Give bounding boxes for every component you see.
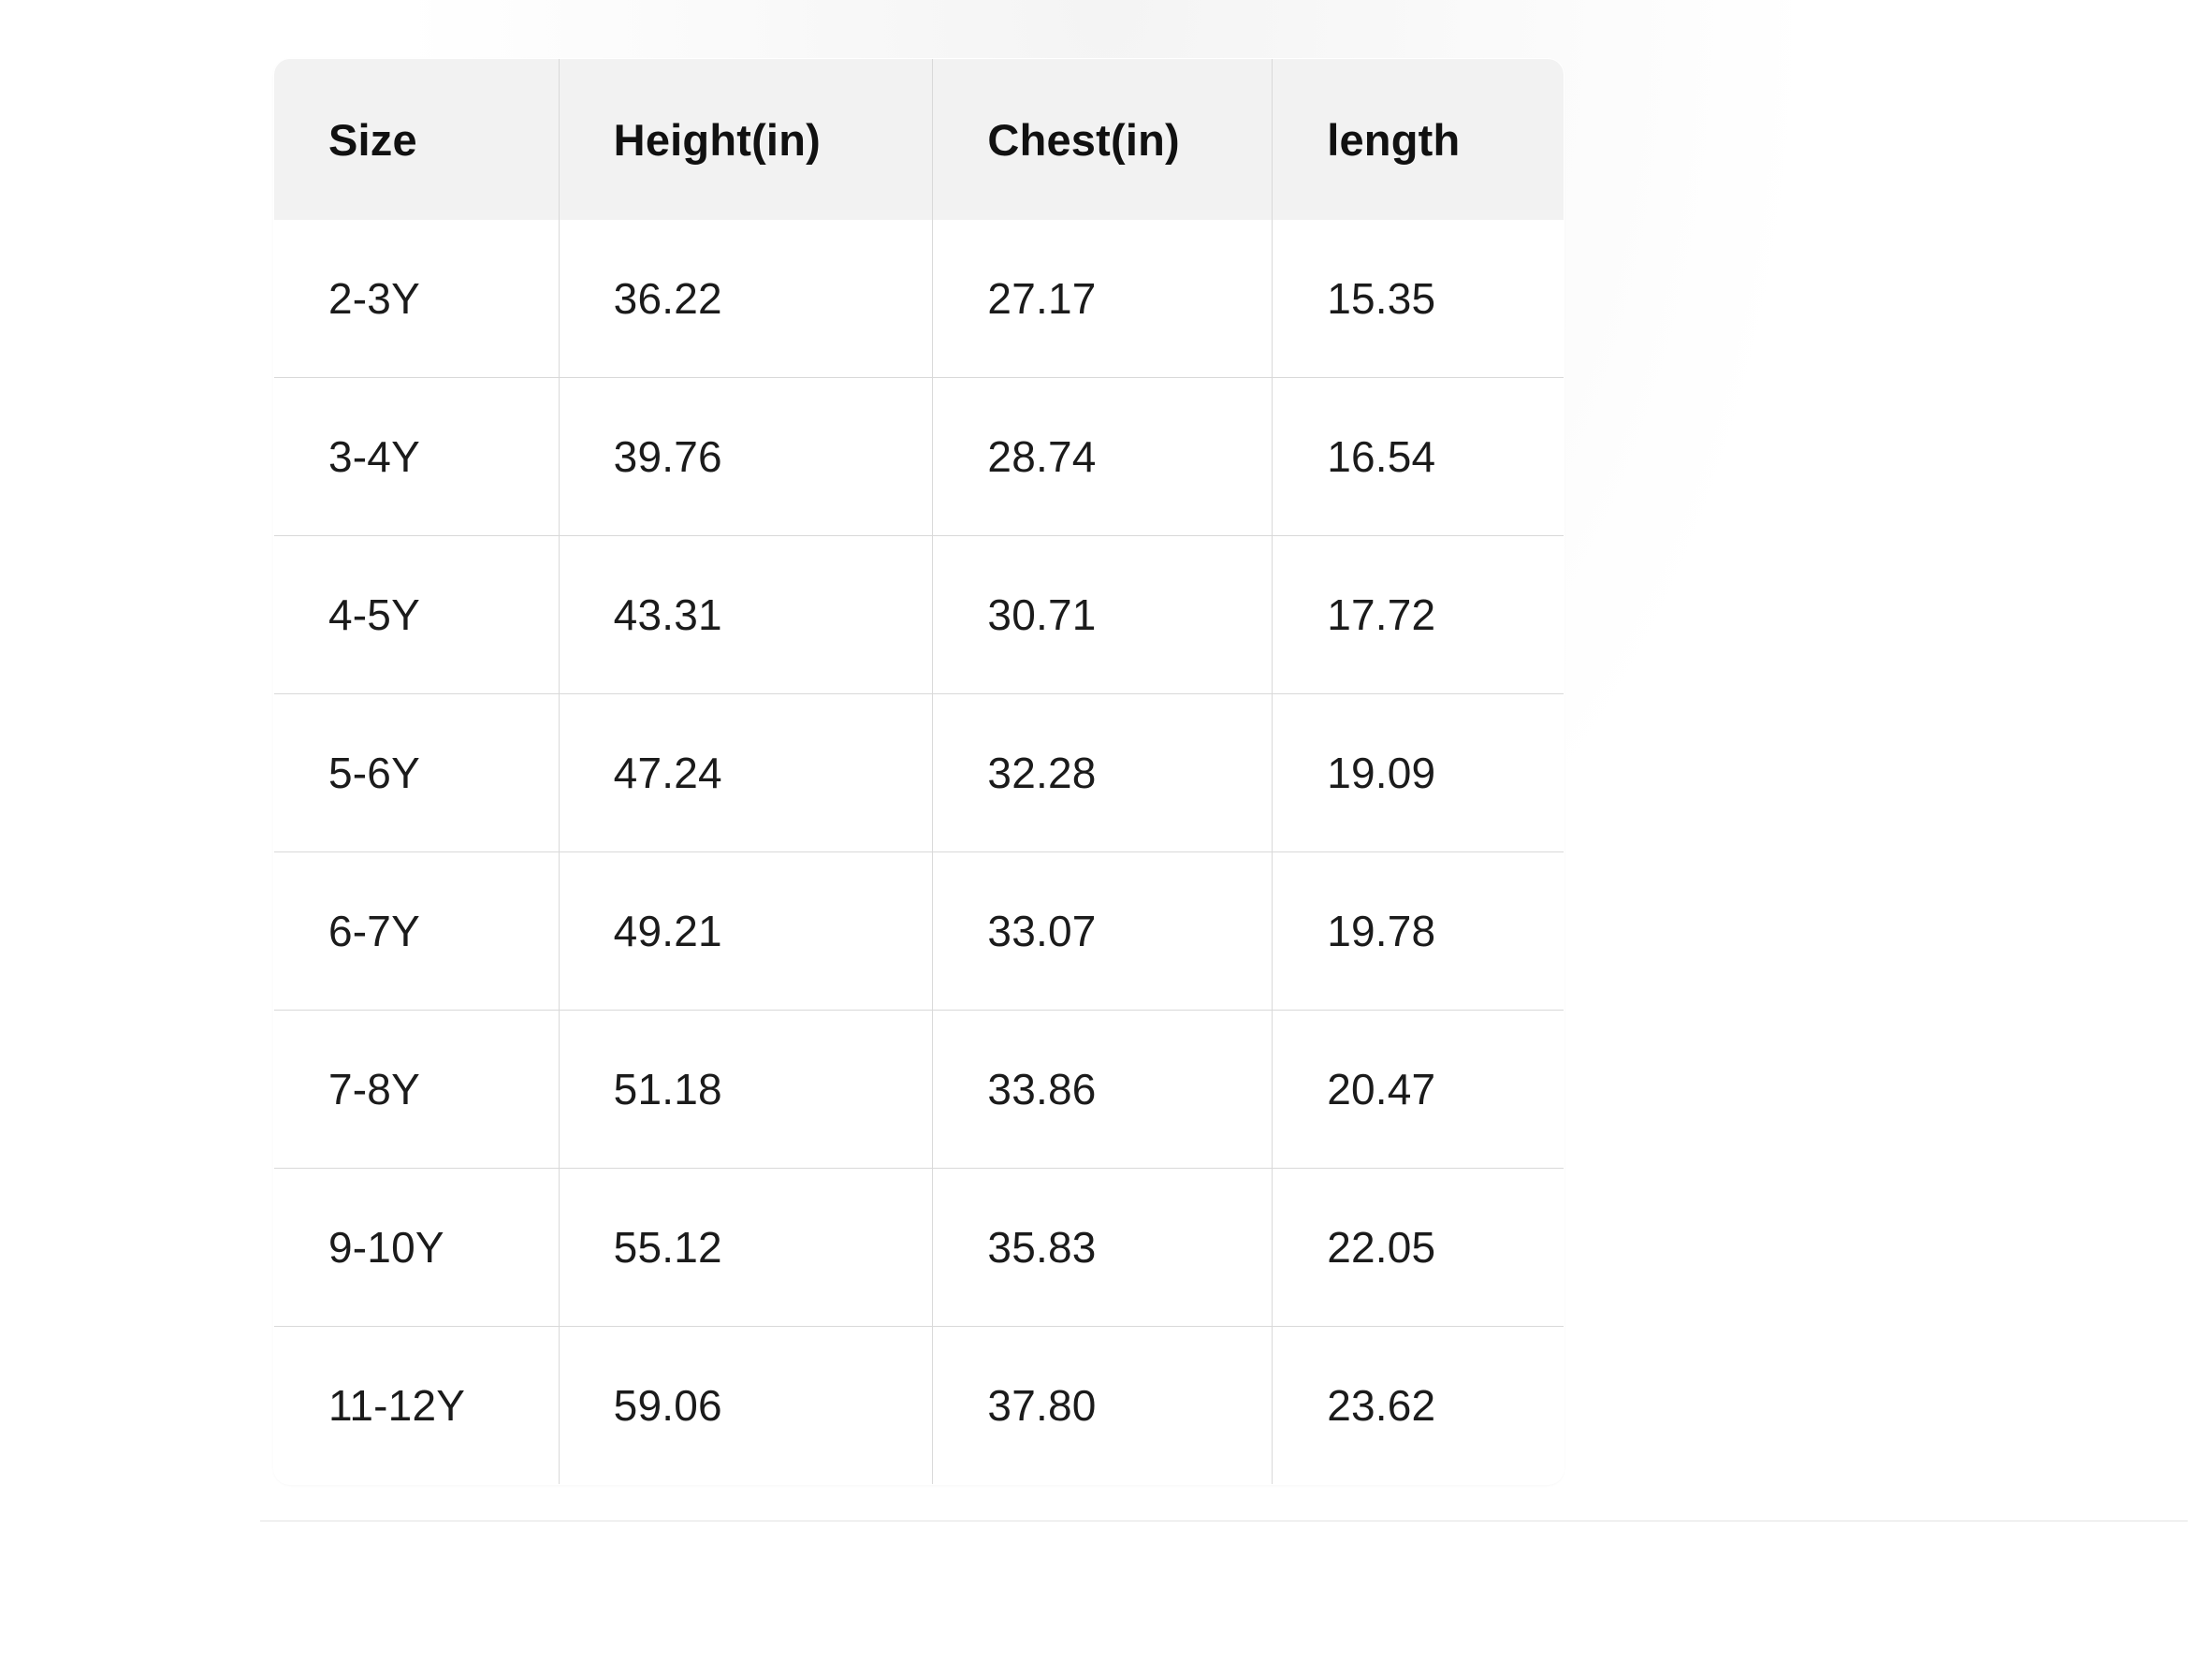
table-row [274,1169,1564,1327]
cell-height: 51.18 [559,1011,933,1169]
cell-size: 7-8Y [274,1011,560,1169]
cell-size: 4-5Y [274,536,560,694]
size-chart-table [273,58,1564,1485]
cell-chest: 30.71 [933,536,1273,694]
cell-height: 59.06 [559,1327,933,1485]
cell-length: 19.09 [1273,694,1564,852]
cell-length: 19.78 [1273,852,1564,1011]
table-body [274,220,1564,1485]
size-chart-table-container [273,58,1564,1485]
column-header-length: length [1273,59,1564,221]
cell-size: 6-7Y [274,852,560,1011]
cell-chest: 28.74 [933,378,1273,536]
cell-size: 3-4Y [274,378,560,536]
cell-chest: 37.80 [933,1327,1273,1485]
table-row [274,536,1564,694]
cell-size: 5-6Y [274,694,560,852]
column-header-chest: Chest(in) [933,59,1273,221]
cell-chest: 33.86 [933,1011,1273,1169]
cell-height: 55.12 [559,1169,933,1327]
cell-size: 2-3Y [274,220,560,378]
column-header-height: Height(in) [559,59,933,221]
table-row [274,378,1564,536]
cell-length: 16.54 [1273,378,1564,536]
cell-height: 39.76 [559,378,933,536]
cell-length: 20.47 [1273,1011,1564,1169]
cell-length: 15.35 [1273,220,1564,378]
cell-chest: 32.28 [933,694,1273,852]
table-row [274,220,1564,378]
cell-height: 49.21 [559,852,933,1011]
cell-chest: 35.83 [933,1169,1273,1327]
cell-height: 47.24 [559,694,933,852]
cell-size: 9-10Y [274,1169,560,1327]
table-header [274,59,1564,221]
cell-chest: 33.07 [933,852,1273,1011]
table-header-row [274,59,1564,221]
table-row [274,1011,1564,1169]
cell-chest: 27.17 [933,220,1273,378]
cell-length: 17.72 [1273,536,1564,694]
cell-length: 23.62 [1327,1381,1436,1430]
cell-length: 22.05 [1273,1169,1564,1327]
cell-size: 11-12Y [274,1327,560,1485]
column-header-size: Size [274,59,560,221]
table-row [274,1327,1564,1485]
table-row [274,852,1564,1011]
cell-height: 36.22 [559,220,933,378]
table-row [274,694,1564,852]
cell-height: 43.31 [559,536,933,694]
